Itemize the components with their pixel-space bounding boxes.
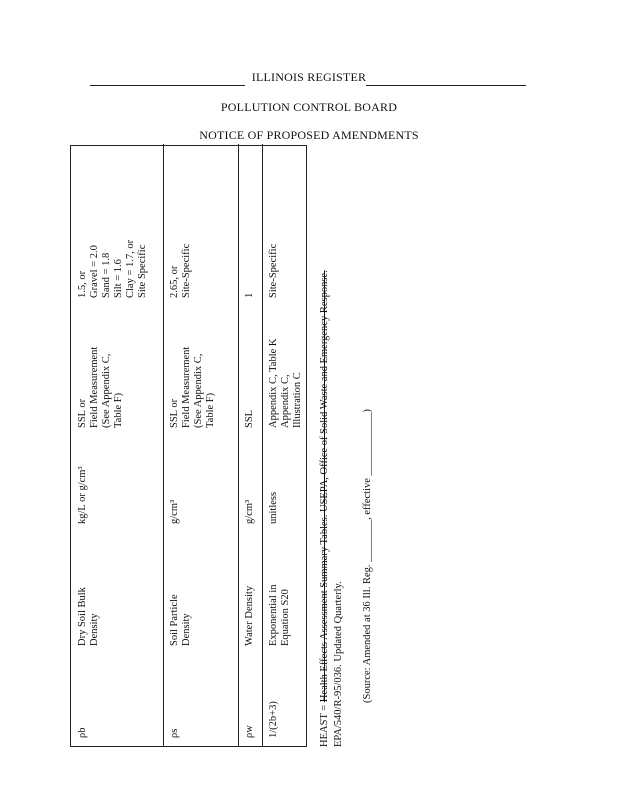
- row4-symbol: 1/(2b+3): [268, 701, 279, 738]
- row1-symbol: ρb: [77, 727, 88, 738]
- row-divider: [262, 144, 263, 746]
- row3-value: 1: [244, 292, 255, 298]
- row4-units: unitless: [268, 491, 279, 524]
- row2-source: SSL or Field Measurement (See Appendix C, Table F): [169, 346, 217, 428]
- row1-name: Dry Soil Bulk Density: [77, 587, 101, 646]
- row1-value: 1.5, or Gravel = 2.0 Sand = 1.8 Silt = 1.6 Clay = 1.7, or Site Specific: [77, 239, 149, 298]
- notice-title: NOTICE OF PROPOSED AMENDMENTS: [199, 128, 419, 142]
- rotated-table-region: [70, 145, 373, 747]
- row1-units: kg/L or g/cm³: [77, 466, 88, 524]
- row3-symbol: ρw: [244, 725, 255, 738]
- footnote-struck-text: Health Effects Assessment Summary Tables. USEPA, Office of Solid Waste and Emergency Response.: [319, 270, 330, 703]
- source-note: (Source: Amended at 36 Ill. Reg. ________, effective ____________): [362, 408, 373, 703]
- footnote-rest: EPA/540/R-95/036. Updated Quarterly.: [333, 581, 345, 747]
- row2-symbol: ρs: [169, 728, 180, 738]
- header-rule-right: [366, 85, 526, 86]
- row-divider: [238, 144, 239, 746]
- row4-source: Appendix C, Table K Appendix C, Illustration C: [268, 338, 304, 428]
- row4-value: Site-Specific: [268, 243, 279, 298]
- footnote-lead: HEAST =: [319, 704, 330, 747]
- row2-units: g/cm³: [169, 499, 180, 524]
- row4-name: Exponential in Equation S20: [268, 584, 292, 646]
- header-rule-left: [90, 85, 245, 86]
- register-title: ILLINOIS REGISTER: [251, 70, 367, 84]
- row2-value: 2.65, or Site-Specific: [169, 243, 193, 298]
- row3-source: SSL: [244, 409, 255, 428]
- heast-footnote: [318, 145, 346, 747]
- row3-name: Water Density: [244, 585, 255, 646]
- board-title: POLLUTION CONTROL BOARD: [220, 100, 398, 114]
- row3-units: g/cm³: [244, 499, 255, 524]
- parameter-table: [70, 145, 307, 747]
- row2-name: Soil Particle Density: [169, 594, 193, 646]
- row-divider: [163, 144, 164, 746]
- row1-source: SSL or Field Measurement (See Appendix C, Table F): [77, 346, 125, 428]
